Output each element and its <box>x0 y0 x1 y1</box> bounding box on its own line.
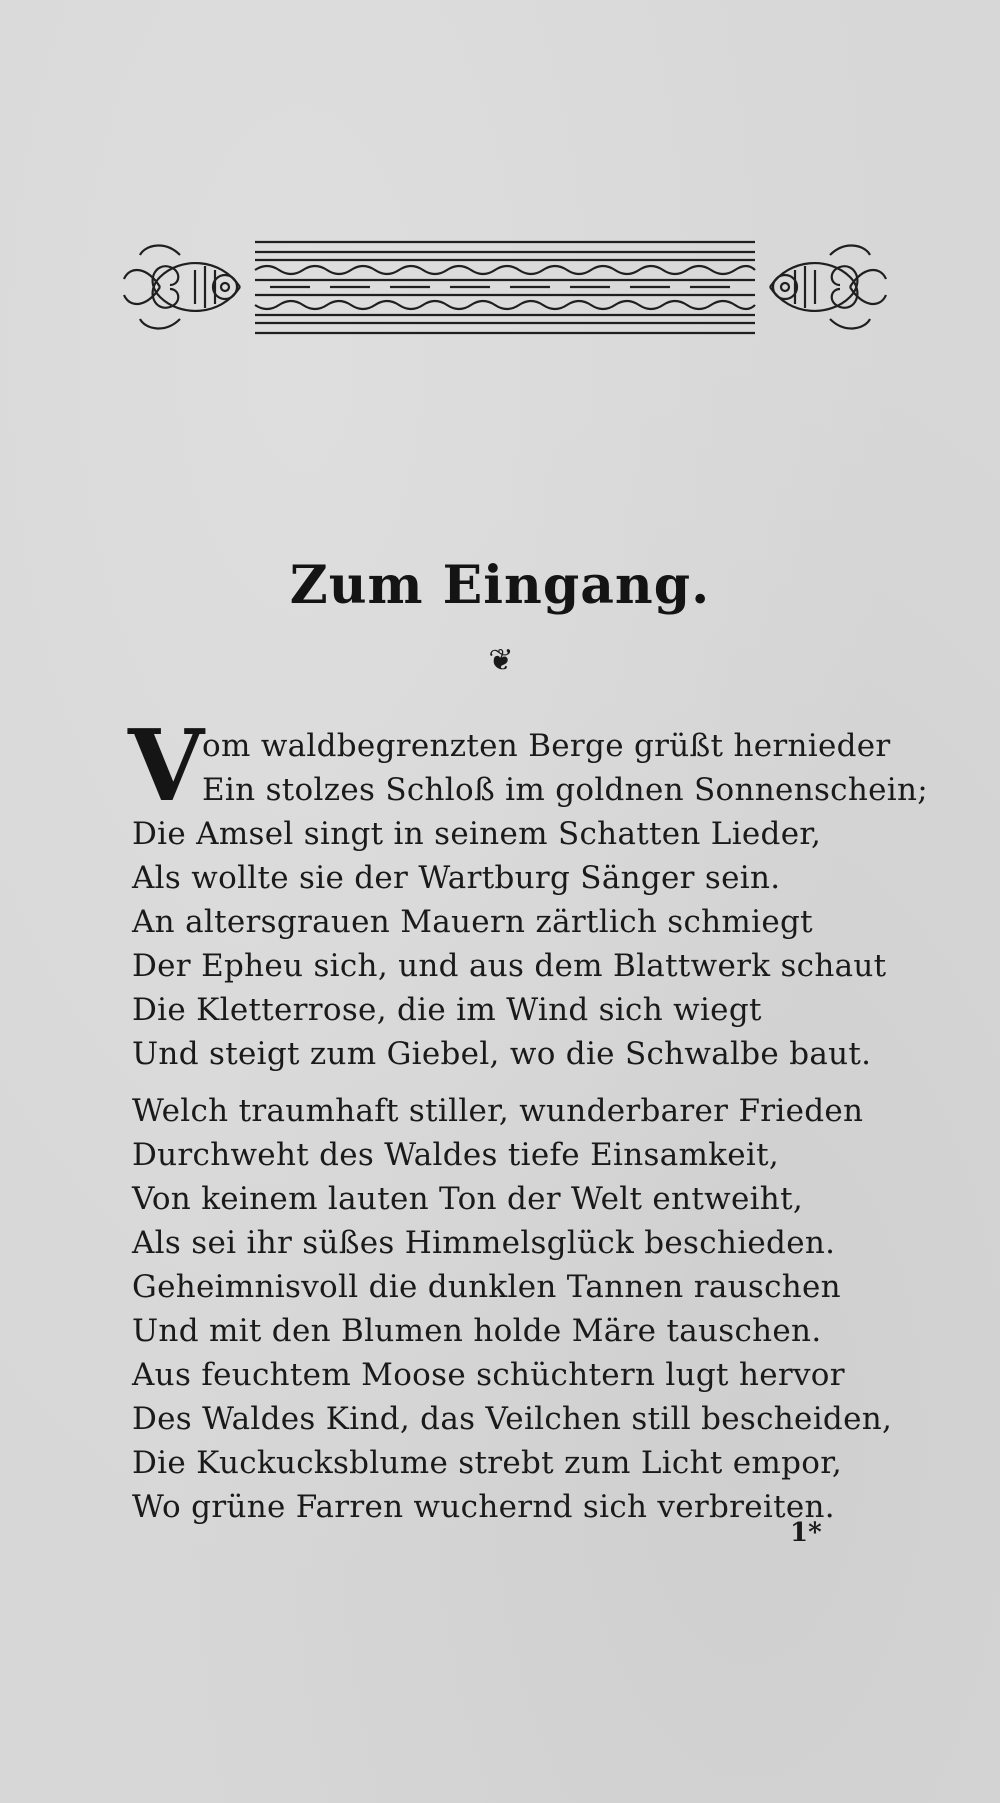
verse-line: Ein stolzes Schloß im goldnen Sonnenschein; <box>202 772 928 808</box>
verse-line: Geheimnisvoll die dunklen Tannen rauschen <box>132 1269 841 1305</box>
drop-cap: V <box>128 709 205 824</box>
verse-line: Die Amsel singt in seinem Schatten Lieder, <box>132 816 822 852</box>
verse-line: Des Waldes Kind, das Veilchen still bescheiden, <box>132 1401 893 1437</box>
verse-line: Wo grüne Farren wuchernd sich verbreiten. <box>132 1489 835 1525</box>
verse-line: An altersgrauen Mauern zärtlich schmiegt <box>132 904 813 940</box>
verse-line: Welch traumhaft stiller, wunderbarer Frieden <box>132 1093 864 1129</box>
stanza-1 <box>128 709 928 1076</box>
verse-line: Aus feuchtem Moose schüchtern lugt hervor <box>132 1357 845 1393</box>
verse-line: Die Kletterrose, die im Wind sich wiegt <box>132 992 762 1028</box>
poem-title: Zum Eingang. <box>289 555 711 616</box>
verse-line: om waldbegrenzten Berge grüßt hernieder <box>202 728 891 764</box>
verse-line: Durchweht des Waldes tiefe Einsamkeit, <box>132 1137 780 1173</box>
verse-line: Die Kuckucksblume strebt zum Licht empor, <box>132 1445 843 1481</box>
verse-line: Als sei ihr süßes Himmelsglück beschieden. <box>132 1225 836 1261</box>
verse-line: Von keinem lauten Ton der Welt entweiht, <box>132 1181 803 1217</box>
ornamental-header-band <box>120 230 890 345</box>
page-number: 1* <box>790 1518 822 1548</box>
stanza-2 <box>132 1089 892 1529</box>
verse-line: Und mit den Blumen holde Märe tauschen. <box>132 1313 822 1349</box>
verse-line: Und steigt zum Giebel, wo die Schwalbe baut. <box>132 1036 872 1072</box>
verse-line: Als wollte sie der Wartburg Sänger sein. <box>132 860 781 896</box>
verse-line: Der Epheu sich, und aus dem Blattwerk schaut <box>132 948 887 984</box>
fleuron-icon: ❦ <box>488 643 514 678</box>
